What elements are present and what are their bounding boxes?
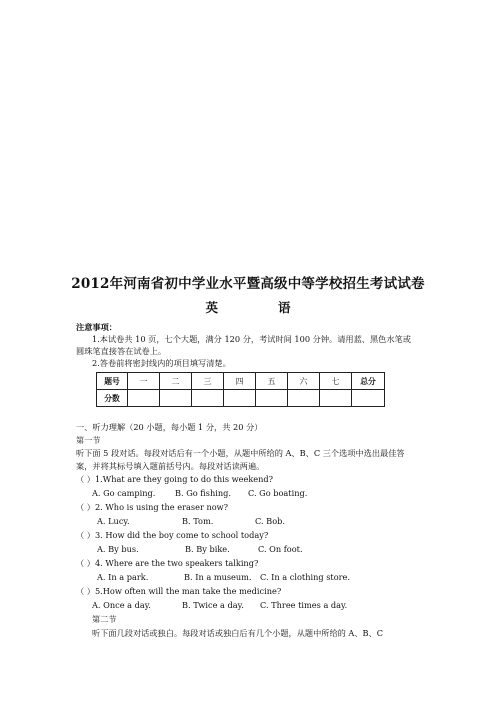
score-header-cell: 七: [320, 373, 352, 390]
part-2-instruction: 听下面几段对话或独白。每段对话或独白后有几个小题，从题中所给的 A、B、C: [92, 628, 383, 638]
subject-char-1: 英: [205, 300, 218, 315]
score-table-header-row: [97, 373, 385, 390]
score-table-score-row: [97, 390, 385, 407]
notice-item-1-line-2: 圆珠笔直接答在试卷上。: [76, 346, 167, 356]
option-a: A. By bus.: [97, 544, 139, 554]
subject-heading: [0, 298, 496, 316]
question-5: （ ）5.How often will the man take the medicine?: [76, 586, 282, 596]
score-input-cell: [288, 390, 320, 407]
score-header-cell: 四: [224, 373, 256, 390]
exam-title: 2012年河南省初中学业水平暨高级中等学校招生考试试卷: [71, 276, 425, 292]
option-b: B. By bike.: [185, 544, 230, 554]
score-input-cell: [256, 390, 288, 407]
score-input-cell: [224, 390, 256, 407]
notice-item-2: 2.答卷前将密封线内的项目填写清楚。: [92, 358, 231, 368]
option-a: A. In a park.: [97, 572, 149, 582]
option-c: C. Three times a day.: [260, 600, 348, 610]
option-b: B. Twice a day.: [182, 600, 244, 610]
option-a: A. Once a day.: [92, 600, 151, 610]
score-header-cell: 二: [160, 373, 192, 390]
score-input-cell: [352, 390, 385, 407]
option-b: B. Go fishing.: [175, 488, 231, 498]
question-2: （ ）2. Who is using the eraser now?: [76, 502, 229, 512]
score-table: [96, 372, 385, 407]
part-1-instruction-line-1: 听下面 5 段对话。每段对话后有一个小题，从题中所给的 A、B、C 三个选项中选出最佳答: [76, 448, 405, 458]
score-input-cell: [128, 390, 160, 407]
score-header-cell: 六: [288, 373, 320, 390]
score-header-cell: 题号: [97, 373, 128, 390]
question-4: （ ）4. Where are the two speakers talking?: [76, 558, 259, 568]
question-1: （ ）1.What are they going to do this weekend?: [76, 474, 274, 484]
score-input-cell: [320, 390, 352, 407]
option-c: C. Go boating.: [248, 488, 308, 498]
score-row-label: 分数: [97, 390, 128, 407]
score-header-cell: 三: [192, 373, 224, 390]
notice-item-1-line-1: 1.本试卷共 10 页，七个大题，满分 120 分，考试时间 100 分钟。请用蓝、黑色水笔或: [92, 334, 411, 344]
score-input-cell: [192, 390, 224, 407]
option-c: C. Bob.: [255, 516, 285, 526]
option-c: C. On foot.: [258, 544, 303, 554]
score-header-cell: 五: [256, 373, 288, 390]
option-a: A. Lucy.: [97, 516, 130, 526]
score-header-cell: 一: [128, 373, 160, 390]
part-1-instruction-line-2: 案，并将其标号填入题前括号内。每段对话读两遍。: [76, 461, 265, 471]
question-3: （ ）3. How did the boy come to school today?: [76, 530, 269, 540]
score-header-cell: 总分: [352, 373, 385, 390]
notice-heading: 注意事项：: [76, 322, 117, 332]
score-input-cell: [160, 390, 192, 407]
option-c: C. In a clothing store.: [260, 572, 350, 582]
part-2-label: 第二节: [92, 614, 117, 624]
option-b: B. In a museum.: [184, 572, 252, 582]
subject-char-2: 语: [278, 300, 291, 315]
part-1-label: 第一节: [76, 435, 101, 445]
section-1-heading: 一、听力理解（20 小题，每小题 1 分，共 20 分）: [76, 422, 263, 432]
option-a: A. Go camping.: [92, 488, 156, 498]
option-b: B. Tom.: [182, 516, 214, 526]
